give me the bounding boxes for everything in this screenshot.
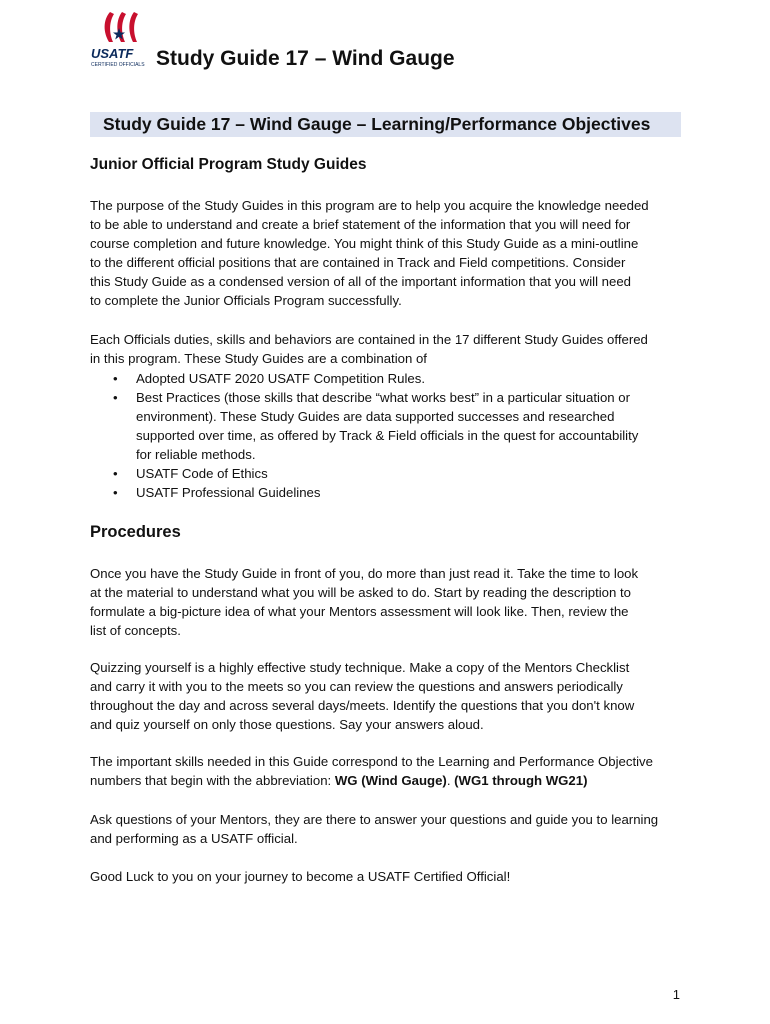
procedures-paragraph-1 <box>90 564 700 640</box>
list-item-text: USATF Code of Ethics <box>136 466 268 481</box>
logo-text: USATF <box>91 46 134 61</box>
text-line: Good Luck to you on your journey to become a USATF Certified Official! <box>90 869 511 884</box>
bullet-icon: • <box>113 390 118 405</box>
text-line: in this program. These Study Guides are a combination of <box>90 351 427 366</box>
text-line: to complete the Junior Officials Program successfully. <box>90 293 402 308</box>
procedures-heading: Procedures <box>90 523 181 541</box>
text-line: this Study Guide as a condensed version of all of the important information that you will need <box>90 274 631 289</box>
text-line: Each Officials duties, skills and behaviors are contained in the 17 different Study Guides offered <box>90 332 648 347</box>
intro-paragraph-1 <box>90 196 700 310</box>
procedures-paragraph-5 <box>90 867 700 886</box>
text-line: and carry it with you to the meets so you can review the questions and answers periodically <box>90 679 623 694</box>
text-line: course completion and future knowledge. You might think of this Study Guide as a mini-outline <box>90 236 639 251</box>
objectives-banner <box>90 112 681 137</box>
text-line: Once you have the Study Guide in front of you, do more than just read it. Take the time to look <box>90 566 639 581</box>
objective-range: (WG1 through WG21) <box>454 773 588 788</box>
list-item <box>90 483 700 502</box>
list-item <box>90 464 700 483</box>
list-item <box>90 369 700 388</box>
bullet-icon: • <box>113 371 118 386</box>
list-item-text: Adopted USATF 2020 USATF Competition Rules. <box>136 371 426 386</box>
banner-title: Study Guide 17 – Wind Gauge – Learning/Performance Objectives <box>103 114 651 134</box>
text-line: to be able to understand and create a brief statement of the information that you will need for <box>90 217 631 232</box>
text-line: at the material to understand what you will be asked to do. Start by reading the description to <box>90 585 632 600</box>
text-line: The important skills needed in this Guide correspond to the Learning and Performance Objective <box>90 754 653 769</box>
text-line: to the different official positions that are contained in Track and Field competitions. Consider <box>90 255 626 270</box>
text-line: throughout the day and across several days/meets. Identify the questions that you don't know <box>90 698 635 713</box>
list-item-text: supported over time, as offered by Track & Field officials in the quest for accountability <box>136 428 639 443</box>
text-separator: . <box>446 773 455 788</box>
text-line: numbers that begin with the abbreviation: <box>90 773 335 788</box>
list-item-text: for reliable methods. <box>136 447 256 462</box>
bullet-list <box>90 369 700 502</box>
bullet-icon: • <box>113 485 118 500</box>
page-number: 1 <box>672 987 680 1002</box>
procedures-paragraph-3 <box>90 752 700 790</box>
list-item <box>90 388 700 464</box>
list-item-text: Best Practices (those skills that describe “what works best” in a particular situation or <box>136 390 630 405</box>
text-line: The purpose of the Study Guides in this program are to help you acquire the knowledge needed <box>90 198 649 213</box>
procedures-paragraph-4 <box>90 810 700 848</box>
text-line: and quiz yourself on only those questions. Say your answers aloud. <box>90 717 484 732</box>
wind-gauge-abbreviation: WG (Wind Gauge) <box>334 773 447 788</box>
text-line: Quizzing yourself is a highly effective study technique. Make a copy of the Mentors Checklist <box>90 660 630 675</box>
text-line: Ask questions of your Mentors, they are there to answer your questions and guide you to learning <box>90 812 659 827</box>
procedures-paragraph-2 <box>90 658 700 734</box>
usatf-wings-icon <box>86 6 156 70</box>
intro-heading: Junior Official Program Study Guides <box>90 156 367 173</box>
bullet-icon: • <box>113 466 118 481</box>
text-line: list of concepts. <box>90 623 181 638</box>
list-item-text: USATF Professional Guidelines <box>136 485 321 500</box>
logo-subtext: CERTIFIED OFFICIALS <box>91 62 145 68</box>
document-title: Study Guide 17 – Wind Gauge <box>156 47 455 70</box>
list-item-text: environment). These Study Guides are data supported successes and researched <box>136 409 615 424</box>
text-line: formulate a big-picture idea of what your Mentors assessment will look like. Then, review the <box>90 604 629 619</box>
usatf-logo <box>86 6 156 70</box>
intro-paragraph-2 <box>90 330 700 368</box>
text-line: and performing as a USATF official. <box>90 831 298 846</box>
